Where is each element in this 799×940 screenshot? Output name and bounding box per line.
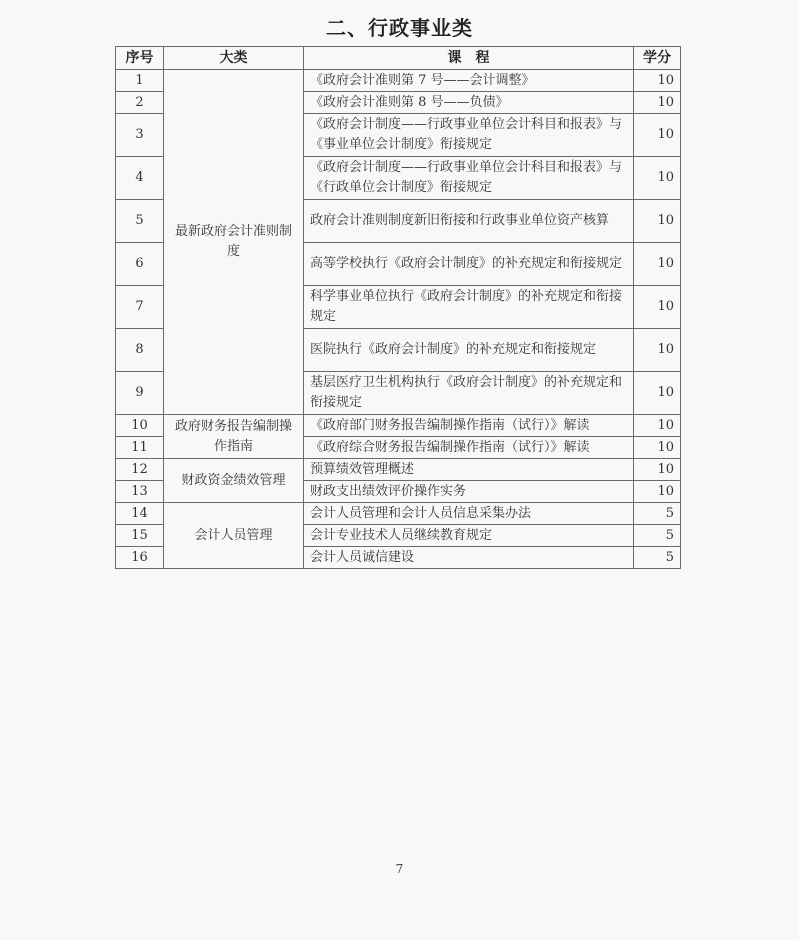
credit-value: 5 [634,547,681,569]
credit-value: 10 [634,114,681,157]
table-header-row [116,47,681,70]
credit-value: 10 [634,200,681,243]
page-title: 二、行政事业类 [326,16,473,40]
row-number: 10 [116,415,164,437]
course-name: 会计人员管理和会计人员信息采集办法 [304,503,634,525]
course-name: 会计人员诚信建设 [304,547,634,569]
row-number: 11 [116,437,164,459]
credit-value: 10 [634,157,681,200]
credit-value: 5 [634,503,681,525]
course-name: 《政府会计准则第 8 号——负债》 [304,92,634,114]
page-number: 7 [395,862,404,876]
header-credit: 学分 [634,47,681,70]
table-row [116,503,681,525]
row-number: 4 [116,157,164,200]
course-name: 基层医疗卫生机构执行《政府会计制度》的补充规定和衔接规定 [304,372,634,415]
category-cell: 政府财务报告编制操作指南 [164,415,304,459]
row-number: 8 [116,329,164,372]
header-course: 课 程 [304,47,634,70]
course-name: 会计专业技术人员继续教育规定 [304,525,634,547]
credit-value: 10 [634,372,681,415]
credit-value: 10 [634,459,681,481]
row-number: 5 [116,200,164,243]
credit-value: 10 [634,92,681,114]
category-cell: 会计人员管理 [164,503,304,569]
credit-value: 10 [634,243,681,286]
header-category: 大类 [164,47,304,70]
course-name: 科学事业单位执行《政府会计制度》的补充规定和衔接规定 [304,286,634,329]
credit-value: 5 [634,525,681,547]
row-number: 6 [116,243,164,286]
credit-value: 10 [634,415,681,437]
course-name: 财政支出绩效评价操作实务 [304,481,634,503]
row-number: 16 [116,547,164,569]
credit-value: 10 [634,70,681,92]
course-name: 《政府部门财务报告编制操作指南（试行）》解读 [304,415,634,437]
category-cell: 最新政府会计准则制度 [164,70,304,415]
row-number: 13 [116,481,164,503]
course-name: 《政府综合财务报告编制操作指南（试行）》解读 [304,437,634,459]
course-name: 医院执行《政府会计制度》的补充规定和衔接规定 [304,329,634,372]
row-number: 1 [116,70,164,92]
course-table [115,46,681,569]
table-row [116,459,681,481]
table-row [116,415,681,437]
course-name: 《政府会计制度——行政事业单位会计科目和报表》与《事业单位会计制度》衔接规定 [304,114,634,157]
row-number: 3 [116,114,164,157]
header-no: 序号 [116,47,164,70]
row-number: 7 [116,286,164,329]
credit-value: 10 [634,481,681,503]
table-row [116,70,681,92]
row-number: 2 [116,92,164,114]
row-number: 14 [116,503,164,525]
row-number: 15 [116,525,164,547]
course-name: 《政府会计准则第 7 号——会计调整》 [304,70,634,92]
credit-value: 10 [634,437,681,459]
category-cell: 财政资金绩效管理 [164,459,304,503]
credit-value: 10 [634,286,681,329]
credit-value: 10 [634,329,681,372]
row-number: 9 [116,372,164,415]
course-name: 《政府会计制度——行政事业单位会计科目和报表》与《行政单位会计制度》衔接规定 [304,157,634,200]
course-name: 政府会计准则制度新旧衔接和行政事业单位资产核算 [304,200,634,243]
course-name: 预算绩效管理概述 [304,459,634,481]
row-number: 12 [116,459,164,481]
course-name: 高等学校执行《政府会计制度》的补充规定和衔接规定 [304,243,634,286]
